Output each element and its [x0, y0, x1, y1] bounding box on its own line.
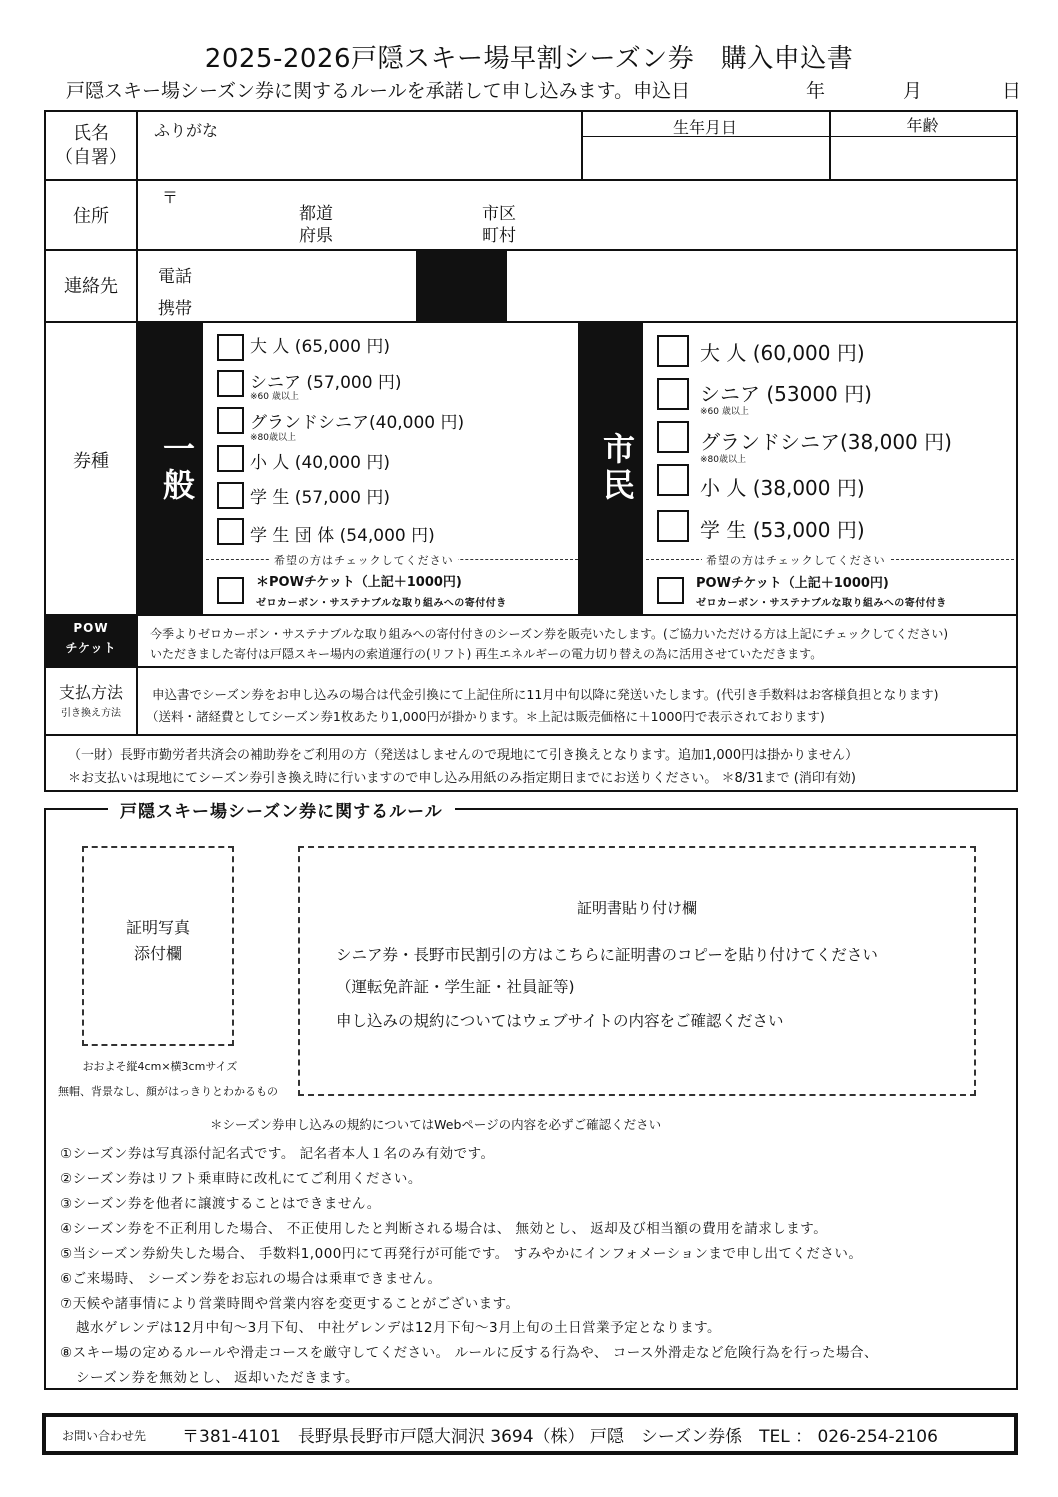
citizen-grand-senior-checkbox[interactable]: [657, 421, 689, 453]
rule-item: 越水ゲレンデは12月中旬～3月下旬、 中社ゲレンデは12月下旬～3月上旬の土日営業予定となります。: [62, 1320, 722, 1336]
general-senior-checkbox[interactable]: [217, 370, 244, 397]
general-pow-note: ゼロカーボン・サステナブルな取り組みへの寄付付き: [256, 598, 507, 609]
page-subtitle: 戸隠スキー場シーズン券に関するルールを承諾して申し込みます。申込日: [66, 80, 691, 102]
rule-item: ②シーズン券はリフト乗車時に改札にてご利用ください。: [60, 1171, 422, 1187]
pow-description-2: いただきました寄付は戸隠スキー場内の索道運行の(リフト) 再生エネルギーの電力切り替えの為に活用させていただきます。: [150, 647, 823, 661]
rule-item: ①シーズン券は写真添付記名式です。 記名者本人１名のみ有効です。: [60, 1146, 495, 1162]
general-student-label: 学 生 (57,000 円): [250, 488, 390, 508]
citizen-tag: 市民: [598, 432, 636, 504]
pow-label-1: POW: [73, 621, 109, 635]
rules-header: 戸隠スキー場シーズン券に関するルール: [108, 797, 455, 822]
citizen-adult-checkbox[interactable]: [657, 335, 689, 367]
citizen-senior-note: ※60 歳以上: [700, 407, 749, 417]
general-child-checkbox[interactable]: [217, 445, 244, 472]
address-input[interactable]: [138, 181, 1014, 247]
phone-input[interactable]: [206, 253, 414, 319]
subsidy-note-1: （一財）長野市勤労者共済会の補助券をご利用の方（発送はしませんので現地にて引き換えとなります。追加1,000円は掛かりません）: [68, 748, 859, 763]
contact-label: 連絡先: [64, 276, 118, 297]
subsidy-note-2: ＊お支払いは現地にてシーズン券引き換え時に行いますので申し込み用紙のみ指定期日までにお送りください。 ＊8/31まで (消印有効): [68, 771, 856, 786]
citizen-child-checkbox[interactable]: [657, 464, 689, 496]
citizen-pow-hint: 希望の方はチェックしてください: [702, 552, 890, 568]
photo-attach-label: 証明写真 添付欄: [125, 918, 190, 963]
general-student-checkbox[interactable]: [217, 482, 244, 509]
citizen-adult-label: 大 人 (60,000 円): [700, 341, 865, 365]
general-pow-hint: 希望の方はチェックしてください: [270, 552, 458, 568]
payment-label: 支払方法: [58, 683, 123, 702]
general-grand-senior-checkbox[interactable]: [217, 407, 244, 434]
web-terms-note: ＊シーズン券申し込みの規約についてはWebページの内容を必ずご確認ください: [210, 1117, 662, 1132]
photo-size-note: おおよそ縦4cm×横3cmサイズ: [82, 1060, 238, 1073]
mobile-label: 携帯: [158, 299, 192, 319]
certificate-line-3: 申し込みの規約についてはウェブサイトの内容をご確認ください: [336, 1012, 784, 1030]
citizen-pow-label: POWチケット（上記＋1000円): [696, 576, 889, 591]
age-input[interactable]: [831, 138, 1014, 177]
footer-address: 〒381-4101 長野県長野市戸隠大洞沢 3694（株） 戸隠 シーズン券係 TEL ： 026-254-2106: [182, 1427, 938, 1447]
certificate-line-1: シニア券・長野市民割引の方はこちらに証明書のコピーを貼り付けてください: [336, 946, 878, 964]
citizen-pow-note: ゼロカーボン・サステナブルな取り組みへの寄付付き: [696, 598, 947, 609]
rule-item: ⑤当シーズン券紛失した場合、 手数料1,000円にて再発行が可能です。 すみやかにインフォメーションまで申し出てください。: [60, 1246, 863, 1262]
general-student-group-label: 学 生 団 体 (54,000 円): [250, 526, 435, 546]
pow-description-1: 今季よりゼロカーボン・サステナブルな取り組みへの寄付付きのシーズン券を販売いたします。(ご協力いただける方は上記にチェックしてください): [150, 627, 949, 641]
birthdate-input[interactable]: [583, 138, 827, 177]
general-grand-senior-label: グランドシニア(40,000 円): [250, 413, 465, 433]
mobile-input[interactable]: [509, 253, 1014, 319]
citizen-grand-senior-label: グランドシニア(38,000 円): [700, 430, 952, 454]
footer-label: お問い合わせ先: [62, 1429, 147, 1443]
page-title: 2025-2026戸隠スキー場早割シーズン券 購入申込書: [204, 44, 854, 74]
general-tag: 一般: [158, 432, 196, 504]
phone-label: 電話: [158, 267, 192, 287]
general-child-label: 小 人 (40,000 円): [250, 453, 390, 473]
date-day-label: 日: [1002, 80, 1022, 102]
postal-mark: 〒: [162, 188, 179, 207]
certificate-line-2: （運転免許証・学生証・社員証等): [336, 978, 575, 996]
application-form: [44, 110, 1018, 792]
general-student-group-checkbox[interactable]: [217, 518, 244, 545]
photo-condition-note: 無帽、背景なし、顔がはっきりとわかるもの: [58, 1085, 278, 1098]
general-pow-checkbox[interactable]: [217, 577, 244, 604]
rule-item: ⑦天候や諸事情により営業時間や営業内容を変更することがございます。: [60, 1296, 520, 1312]
citizen-pow-checkbox[interactable]: [657, 577, 684, 604]
citizen-senior-label: シニア (53000 円): [700, 382, 872, 406]
age-label: 年齢: [906, 116, 939, 135]
general-senior-note: ※60 歳以上: [250, 392, 299, 402]
name-input[interactable]: [138, 138, 579, 177]
payment-description-1: 申込書でシーズン券をお申し込みの場合は代金引換にて上記住所に11月中旬以降に発送いたします。(代引き手数料はお客様負担となります): [152, 687, 939, 702]
prefecture-label: 都道 府県: [299, 204, 333, 247]
rule-item: ⑥ご来場時、 シーズン券をお忘れの場合は乗車できません。: [60, 1271, 442, 1287]
general-adult-label: 大 人 (65,000 円): [250, 337, 390, 357]
general-grand-senior-note: ※80歳以上: [250, 433, 296, 443]
date-month-label: 月: [903, 80, 923, 102]
citizen-child-label: 小 人 (38,000 円): [700, 476, 865, 500]
general-senior-label: シニア (57,000 円): [250, 373, 402, 393]
citizen-student-label: 学 生 (53,000 円): [700, 518, 865, 542]
certificate-attach-area[interactable]: [298, 846, 976, 1096]
general-pow-label: ＊POWチケット（上記＋1000円): [256, 575, 462, 590]
birthdate-label: 生年月日: [672, 118, 737, 137]
contact-divider-block: [416, 251, 507, 321]
payment-description-2: （送料・諸経費としてシーズン券1枚あたり1,000円が掛かります。＊上記は販売価格に＋1000円で表示されております): [146, 709, 825, 724]
address-label: 住所: [73, 206, 109, 227]
date-year-label: 年: [806, 80, 826, 102]
certificate-title: 証明書貼り付け欄: [576, 899, 697, 917]
rule-item: シーズン券を無効とし、 返却いただきます。: [62, 1370, 360, 1386]
name-label: 氏名 （自署）: [55, 123, 127, 169]
citizen-senior-checkbox[interactable]: [657, 378, 689, 410]
ticket-type-label: 券種: [73, 451, 109, 472]
citizen-student-checkbox[interactable]: [657, 510, 689, 542]
exchange-label: 引き換え方法: [61, 708, 121, 719]
city-label: 市区 町村: [482, 204, 516, 247]
citizen-grand-senior-note: ※80歳以上: [700, 455, 746, 465]
rule-item: ③シーズン券を他者に譲渡することはできません。: [60, 1196, 381, 1212]
general-adult-checkbox[interactable]: [217, 334, 244, 361]
rule-item: ⑧スキー場の定めるルールや滑走コースを厳守してください。 ルールに反する行為や、 コース外滑走など危険行為を行った場合、: [60, 1345, 879, 1361]
rule-item: ④シーズン券を不正利用した場合、 不正使用したと判断される場合は、 無効とし、 返却及び相当額の費用を請求します。: [60, 1221, 828, 1237]
pow-label-2: チケット: [65, 641, 117, 655]
furigana-label: ふりがな: [154, 121, 219, 140]
